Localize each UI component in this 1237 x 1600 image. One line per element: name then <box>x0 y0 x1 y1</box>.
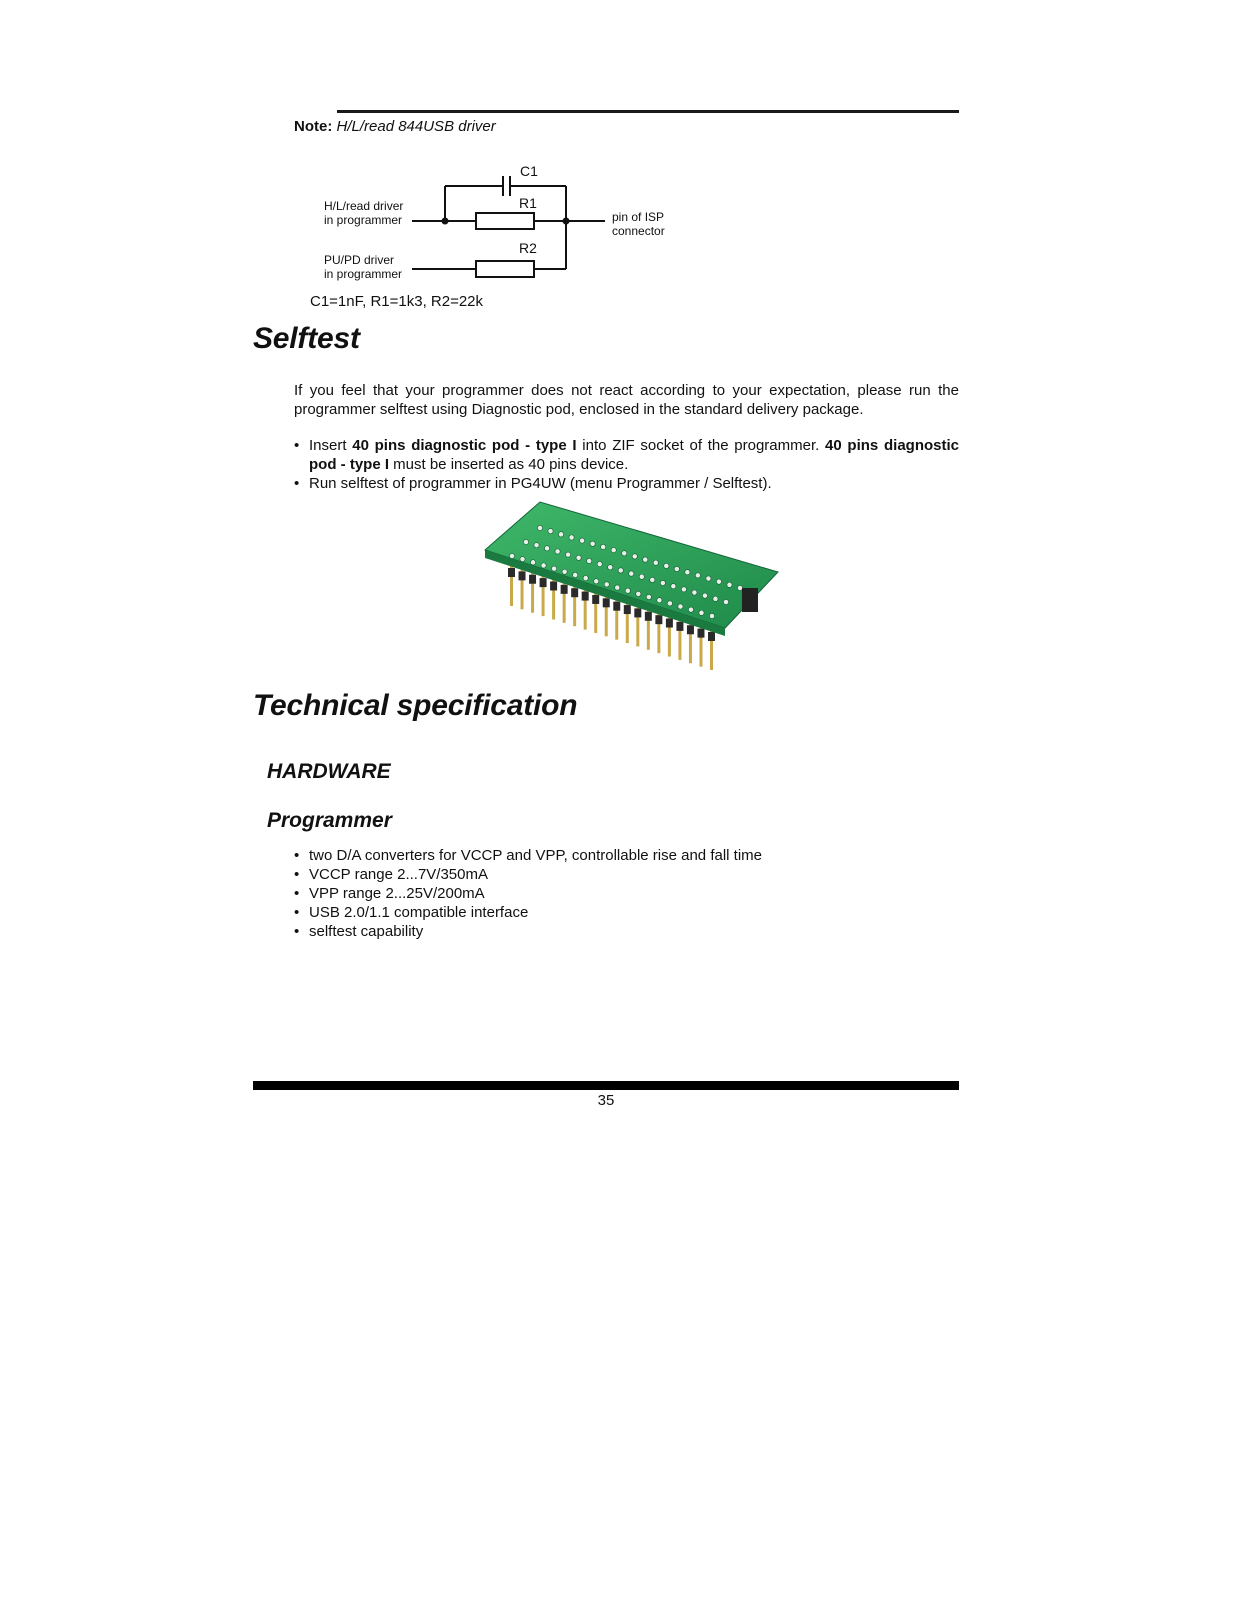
pod-pin-socket <box>645 612 652 621</box>
spec-item: • USB 2.0/1.1 compatible interface <box>294 903 959 922</box>
pod-hole <box>671 584 676 589</box>
pod-hole <box>650 577 655 582</box>
pod-hole <box>530 560 535 565</box>
spec-item: • VPP range 2...25V/200mA <box>294 884 959 903</box>
top-rule <box>337 110 959 113</box>
pod-hole <box>558 532 563 537</box>
pod-pin-socket <box>582 592 589 601</box>
pod-pin-socket <box>519 571 526 580</box>
pod-hole <box>618 568 623 573</box>
pupd-driver-label-1: PU/PD driver <box>324 253 395 267</box>
pod-hole <box>544 546 549 551</box>
isp-label-2: connector <box>612 224 665 238</box>
pod-hole <box>695 573 700 578</box>
pod-hole <box>706 576 711 581</box>
pod-hole <box>541 563 546 568</box>
pod-hole <box>713 596 718 601</box>
pod-hole <box>664 563 669 568</box>
pod-hole <box>657 598 662 603</box>
page-number: 35 <box>597 1092 615 1109</box>
diagnostic-pod-image <box>480 500 780 670</box>
pod-hole <box>523 539 528 544</box>
pod-pin-socket <box>592 595 599 604</box>
pod-hole <box>601 544 606 549</box>
spec-item: • VCCP range 2...7V/350mA <box>294 865 959 884</box>
note-line <box>294 118 496 135</box>
r2-resistor <box>476 261 534 277</box>
pod-pin-socket <box>624 605 631 614</box>
pod-pin-socket <box>561 585 568 594</box>
hardware-heading: HARDWARE <box>267 760 391 783</box>
pod-hole <box>520 557 525 562</box>
pod-hole <box>681 587 686 592</box>
selftest-step-insert: • Insert 40 pins diagnostic pod - type I into ZIF socket of the programmer. 40 pins diagnostic pod - type I must be inserted as 40 pins device. <box>294 436 959 474</box>
pod-hole <box>597 562 602 567</box>
pod-hole <box>692 590 697 595</box>
pod-hole <box>552 566 557 571</box>
pod-pin-socket <box>697 629 704 638</box>
pod-pin-socket <box>687 625 694 634</box>
programmer-heading: Programmer <box>267 809 392 832</box>
c1-label: C1 <box>520 163 538 179</box>
pod-hole <box>562 569 567 574</box>
pod-pin-socket <box>666 619 673 628</box>
pod-hole <box>576 555 581 560</box>
r1-label: R1 <box>519 195 537 211</box>
pod-hole <box>625 588 630 593</box>
pod-hole <box>632 554 637 559</box>
pod-pin-socket <box>540 578 547 587</box>
pod-pin-socket <box>655 615 662 624</box>
pod-pin-socket <box>634 608 641 617</box>
pod-hole <box>639 574 644 579</box>
hl-driver-label-1: H/L/read driver <box>324 199 404 213</box>
pod-hole <box>580 538 585 543</box>
pod-hole <box>688 607 693 612</box>
pod-hole <box>685 570 690 575</box>
pod-hole <box>678 604 683 609</box>
pod-hole <box>604 582 609 587</box>
junction-right <box>563 218 570 225</box>
pod-hole <box>716 579 721 584</box>
pod-hole <box>573 572 578 577</box>
pod-pin-socket <box>676 622 683 631</box>
pod-header-right <box>742 588 758 612</box>
pod-pin-socket <box>508 568 515 577</box>
pod-hole <box>611 548 616 553</box>
pod-hole <box>615 585 620 590</box>
pod-hole <box>622 551 627 556</box>
circuit-diagram <box>300 158 720 293</box>
pod-hole <box>569 535 574 540</box>
pod-hole <box>653 560 658 565</box>
pod-hole <box>674 566 679 571</box>
pod-hole <box>608 565 613 570</box>
pod-hole <box>509 553 514 558</box>
tech-spec-heading: Technical specification <box>253 689 578 722</box>
pod-hole <box>702 593 707 598</box>
pod-hole <box>646 594 651 599</box>
pod-hole <box>643 557 648 562</box>
pod-pin-socket <box>529 575 536 584</box>
r2-label: R2 <box>519 240 537 256</box>
pupd-driver-label-2: in programmer <box>324 267 403 281</box>
r1-resistor <box>476 213 534 229</box>
selftest-step-run: • Run selftest of programmer in PG4UW (menu Programmer / Selftest). <box>294 474 959 493</box>
pod-hole <box>583 576 588 581</box>
pod-hole <box>590 541 595 546</box>
selftest-intro: If you feel that your programmer does not react according to your expectation, please run the programmer selftest using Diagnostic pod, enclosed in the standard delivery package. <box>294 382 959 418</box>
pod-hole <box>709 613 714 618</box>
pod-hole <box>555 549 560 554</box>
pod-pin-socket <box>708 632 715 641</box>
selftest-steps <box>294 436 959 493</box>
selftest-heading: Selftest <box>253 322 360 355</box>
pod-hole <box>594 579 599 584</box>
pod-hole <box>737 585 742 590</box>
bottom-rule <box>253 1081 959 1090</box>
pod-pin-socket <box>603 598 610 607</box>
pod-hole <box>667 601 672 606</box>
pod-hole <box>548 529 553 534</box>
note-label: Note: <box>294 118 333 135</box>
spec-item: • selftest capability <box>294 922 959 941</box>
pod-hole <box>587 558 592 563</box>
pod-hole <box>636 591 641 596</box>
pod-hole <box>727 582 732 587</box>
note-text: H/L/read 844USB driver <box>336 118 496 135</box>
pod-hole <box>534 543 539 548</box>
component-values: C1=1nF, R1=1k3, R2=22k <box>310 293 484 310</box>
pod-pin-socket <box>571 588 578 597</box>
hl-driver-label-2: in programmer <box>324 213 403 227</box>
pod-pin-socket <box>613 602 620 611</box>
pod-pin-socket <box>550 581 557 590</box>
spec-item: • two D/A converters for VCCP and VPP, controllable rise and fall time <box>294 846 959 865</box>
pod-hole <box>629 571 634 576</box>
junction-left <box>442 218 449 225</box>
pod-hole <box>660 580 665 585</box>
programmer-spec-list <box>294 846 959 941</box>
pod-hole <box>723 599 728 604</box>
pod-hole <box>537 525 542 530</box>
isp-label-1: pin of ISP <box>612 210 665 224</box>
pod-hole <box>699 610 704 615</box>
pod-hole <box>566 552 571 557</box>
